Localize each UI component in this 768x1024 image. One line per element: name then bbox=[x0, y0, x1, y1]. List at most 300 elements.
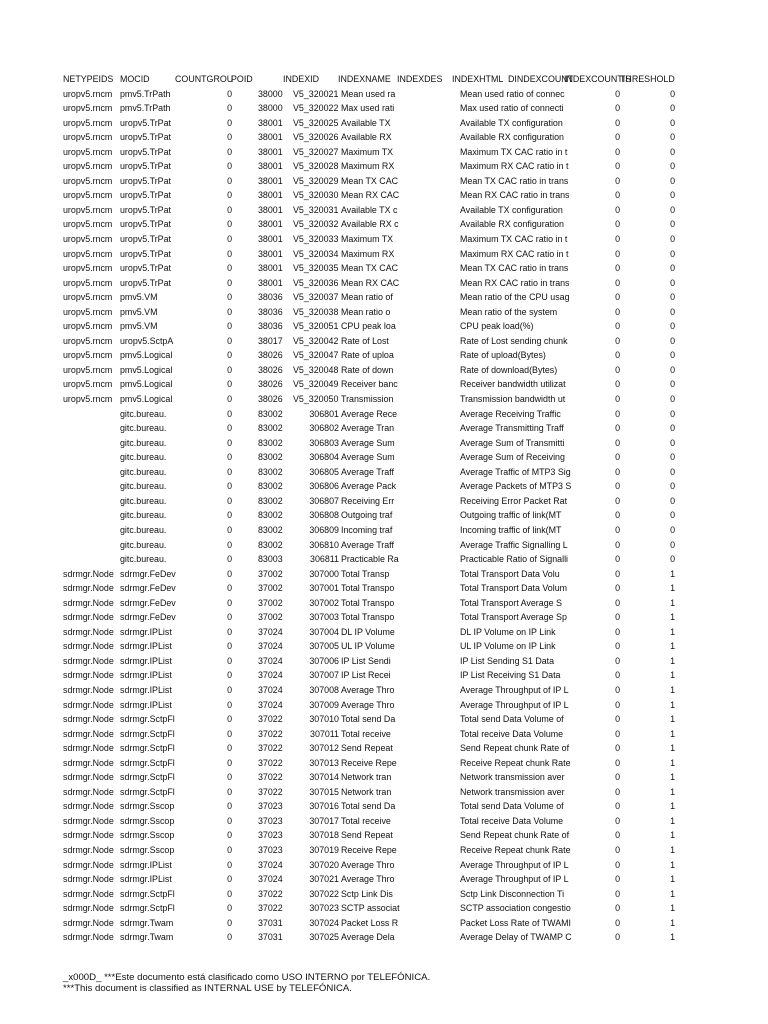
table-cell: 37002 bbox=[258, 597, 283, 608]
table-cell: Average Tran bbox=[341, 423, 395, 434]
table-cell: Sctp Link Dis bbox=[341, 888, 393, 899]
table-cell: uropv5.TrPat bbox=[120, 146, 171, 157]
table-cell: 0 bbox=[615, 437, 620, 448]
footer-line-english: ***This document is classified as INTERNAL USE by TELEFÓNICA. bbox=[63, 983, 352, 994]
table-cell: UL IP Volume bbox=[341, 641, 395, 652]
table-cell: uropv5.rncm bbox=[63, 306, 113, 317]
table-cell: Mean RX CAC bbox=[341, 190, 400, 201]
table-cell: IP List Receiving S1 Data bbox=[460, 670, 561, 681]
table-cell: 0 bbox=[227, 699, 232, 710]
table-cell: Total Transport Data Volu bbox=[460, 568, 560, 579]
table-cell: Total Transpo bbox=[341, 583, 395, 594]
table-cell: 0 bbox=[227, 103, 232, 114]
table-cell: 37022 bbox=[258, 903, 283, 914]
table-cell: 0 bbox=[615, 452, 620, 463]
table-cell: 1 bbox=[670, 655, 675, 666]
table-cell: Mean ratio o bbox=[341, 306, 391, 317]
table-cell: sdrmgr.Node bbox=[63, 626, 114, 637]
table-cell: 0 bbox=[227, 161, 232, 172]
table-cell: 0 bbox=[227, 903, 232, 914]
table-cell: 306810 bbox=[309, 539, 339, 550]
table-cell: 38036 bbox=[258, 306, 283, 317]
table-cell: Network transmission aver bbox=[460, 772, 565, 783]
table-cell: 307002 bbox=[309, 597, 339, 608]
table-cell: 38001 bbox=[258, 219, 283, 230]
table-cell: 37022 bbox=[258, 786, 283, 797]
table-cell: UL IP Volume on IP Link bbox=[460, 641, 556, 652]
table-cell: Outgoing traffic of link(MT bbox=[460, 510, 562, 521]
table-cell: gitc.bureau. bbox=[120, 423, 167, 434]
table-cell: Average Thro bbox=[341, 874, 395, 885]
table-cell: gitc.bureau. bbox=[120, 466, 167, 477]
table-cell: 0 bbox=[227, 190, 232, 201]
table-cell: 0 bbox=[227, 888, 232, 899]
table-cell: 307006 bbox=[309, 655, 339, 666]
table-cell: Available RX configuration bbox=[460, 132, 564, 143]
table-row bbox=[63, 596, 763, 611]
table-cell: 0 bbox=[615, 132, 620, 143]
table-cell: uropv5.rncm bbox=[63, 292, 113, 303]
table-cell: 38001 bbox=[258, 190, 283, 201]
table-row bbox=[63, 930, 763, 945]
table-cell: 0 bbox=[227, 830, 232, 841]
table-cell: 307014 bbox=[309, 772, 339, 783]
table-cell: 0 bbox=[670, 437, 675, 448]
table-cell: sdrmgr.FeDev bbox=[120, 597, 176, 608]
table-cell: 38036 bbox=[258, 292, 283, 303]
header-indexdes: INDEXDES bbox=[397, 74, 443, 84]
table-cell: 0 bbox=[670, 524, 675, 535]
table-cell: 0 bbox=[670, 364, 675, 375]
table-cell: Total Transport Average S bbox=[460, 597, 562, 608]
table-cell: 0 bbox=[227, 277, 232, 288]
table-cell: Rate of download(Bytes) bbox=[460, 364, 558, 375]
table-cell: Average Traff bbox=[341, 539, 394, 550]
header-poid: POID bbox=[231, 74, 253, 84]
table-cell: 0 bbox=[615, 830, 620, 841]
table-cell: 0 bbox=[227, 117, 232, 128]
table-cell: Available TX configuration bbox=[460, 117, 563, 128]
table-cell: IP List Recei bbox=[341, 670, 391, 681]
table-cell: Total send Data Volume of bbox=[460, 801, 564, 812]
table-cell: 0 bbox=[227, 408, 232, 419]
table-cell: uropv5.rncm bbox=[63, 248, 113, 259]
table-cell: uropv5.rncm bbox=[63, 146, 113, 157]
table-cell: 0 bbox=[615, 597, 620, 608]
table-row bbox=[63, 712, 763, 727]
table-cell: V5_320029 bbox=[293, 175, 339, 186]
table-cell: 0 bbox=[670, 88, 675, 99]
table-cell: 0 bbox=[227, 655, 232, 666]
table-cell: 0 bbox=[615, 743, 620, 754]
table-cell: sdrmgr.FeDev bbox=[120, 612, 176, 623]
table-cell: 307012 bbox=[309, 743, 339, 754]
table-row bbox=[63, 683, 763, 698]
table-cell: sdrmgr.SctpFl bbox=[120, 757, 175, 768]
table-cell: 37023 bbox=[258, 801, 283, 812]
table-cell: sdrmgr.Twam bbox=[120, 932, 174, 943]
table-cell: 1 bbox=[670, 568, 675, 579]
table-cell: 0 bbox=[227, 466, 232, 477]
table-row bbox=[63, 159, 763, 174]
table-cell: 0 bbox=[227, 394, 232, 405]
table-cell: 0 bbox=[227, 801, 232, 812]
table-cell: Send Repeat chunk Rate of bbox=[460, 830, 570, 841]
table-row bbox=[63, 727, 763, 742]
table-cell: 0 bbox=[615, 248, 620, 259]
table-cell: 307023 bbox=[309, 903, 339, 914]
table-cell: Maximum RX CAC ratio in t bbox=[460, 248, 569, 259]
table-cell: sdrmgr.Node bbox=[63, 655, 114, 666]
table-cell: sdrmgr.FeDev bbox=[120, 568, 176, 579]
table-cell: Total receive Data Volume bbox=[460, 728, 564, 739]
table-cell: 37023 bbox=[258, 844, 283, 855]
spreadsheet bbox=[63, 72, 763, 945]
table-cell: Total send Data Volume of bbox=[460, 714, 564, 725]
table-cell: 307001 bbox=[309, 583, 339, 594]
table-cell: Available TX bbox=[341, 117, 391, 128]
table-cell: 1 bbox=[670, 583, 675, 594]
table-cell: 0 bbox=[615, 568, 620, 579]
table-cell: 1 bbox=[670, 917, 675, 928]
table-row bbox=[63, 785, 763, 800]
table-cell: 0 bbox=[227, 714, 232, 725]
table-cell: DL IP Volume on IP Link bbox=[460, 626, 556, 637]
table-cell: Average Traff bbox=[341, 466, 394, 477]
table-cell: CPU peak load(%) bbox=[460, 321, 534, 332]
table-cell: 0 bbox=[227, 684, 232, 695]
table-cell: sdrmgr.IPList bbox=[120, 670, 172, 681]
table-cell: 0 bbox=[670, 219, 675, 230]
table-cell: 307016 bbox=[309, 801, 339, 812]
table-cell: 38001 bbox=[258, 277, 283, 288]
table-row bbox=[63, 101, 763, 116]
table-cell: 0 bbox=[670, 161, 675, 172]
table-cell: uropv5.rncm bbox=[63, 379, 113, 390]
table-cell: 0 bbox=[670, 146, 675, 157]
table-cell: 38001 bbox=[258, 204, 283, 215]
table-cell: 37024 bbox=[258, 655, 283, 666]
table-cell: 0 bbox=[615, 510, 620, 521]
table-cell: 38026 bbox=[258, 350, 283, 361]
table-cell: Total Transpo bbox=[341, 612, 395, 623]
header-threshold: THRESHOLD bbox=[620, 74, 675, 84]
table-cell: Average Sum bbox=[341, 452, 395, 463]
table-cell: Receiver bandwidth utilizat bbox=[460, 379, 566, 390]
table-cell: Maximum TX bbox=[341, 234, 394, 245]
table-cell: 0 bbox=[615, 932, 620, 943]
table-cell: 306806 bbox=[309, 481, 339, 492]
table-cell: V5_320033 bbox=[293, 234, 339, 245]
table-cell: 0 bbox=[227, 510, 232, 521]
header-mocid: MOCID bbox=[120, 74, 150, 84]
table-cell: Network tran bbox=[341, 772, 392, 783]
table-cell: 1 bbox=[670, 728, 675, 739]
table-cell: sdrmgr.IPList bbox=[120, 684, 172, 695]
table-cell: 1 bbox=[670, 641, 675, 652]
table-cell: 0 bbox=[227, 452, 232, 463]
table-cell: 0 bbox=[615, 103, 620, 114]
table-cell: 0 bbox=[670, 466, 675, 477]
table-cell: uropv5.TrPat bbox=[120, 277, 171, 288]
table-cell: pmv5.Logical bbox=[120, 364, 173, 375]
table-cell: sdrmgr.Node bbox=[63, 714, 114, 725]
table-cell: SCTP association congestio bbox=[460, 903, 571, 914]
table-cell: sdrmgr.Node bbox=[63, 874, 114, 885]
table-cell: sdrmgr.Node bbox=[63, 568, 114, 579]
table-cell: Mean ratio of bbox=[341, 292, 393, 303]
table-cell: uropv5.rncm bbox=[63, 117, 113, 128]
table-cell: 83002 bbox=[258, 524, 283, 535]
table-cell: 0 bbox=[615, 466, 620, 477]
table-cell: sdrmgr.Node bbox=[63, 859, 114, 870]
table-cell: 1 bbox=[670, 801, 675, 812]
table-cell: sdrmgr.Node bbox=[63, 597, 114, 608]
table-cell: sdrmgr.Sscop bbox=[120, 844, 175, 855]
table-cell: Max used ratio of connecti bbox=[460, 103, 564, 114]
table-cell: 0 bbox=[670, 248, 675, 259]
table-cell: 1 bbox=[670, 699, 675, 710]
table-cell: 0 bbox=[615, 772, 620, 783]
table-cell: sdrmgr.SctpFl bbox=[120, 714, 175, 725]
table-cell: 0 bbox=[615, 714, 620, 725]
table-cell: Total send Da bbox=[341, 714, 396, 725]
table-cell: 38026 bbox=[258, 394, 283, 405]
table-cell: gitc.bureau. bbox=[120, 539, 167, 550]
table-cell: Practicable Ra bbox=[341, 554, 399, 565]
table-cell: V5_320021 bbox=[293, 88, 339, 99]
table-row bbox=[63, 465, 763, 480]
table-cell: 38036 bbox=[258, 321, 283, 332]
table-cell: 38001 bbox=[258, 146, 283, 157]
table-cell: 0 bbox=[227, 641, 232, 652]
table-cell: 0 bbox=[615, 728, 620, 739]
table-cell: V5_320030 bbox=[293, 190, 339, 201]
table-cell: 0 bbox=[227, 263, 232, 274]
table-cell: 0 bbox=[615, 655, 620, 666]
table-cell: sdrmgr.Sscop bbox=[120, 801, 175, 812]
table-cell: Mean RX CAC bbox=[341, 277, 400, 288]
table-row bbox=[63, 843, 763, 858]
table-cell: gitc.bureau. bbox=[120, 437, 167, 448]
table-cell: Average Throughput of IP L bbox=[460, 699, 569, 710]
table-cell: 0 bbox=[670, 234, 675, 245]
table-cell: sdrmgr.IPList bbox=[120, 626, 172, 637]
table-cell: 0 bbox=[670, 510, 675, 521]
table-cell: 83003 bbox=[258, 554, 283, 565]
table-cell: Rate of Lost bbox=[341, 335, 389, 346]
table-row bbox=[63, 363, 763, 378]
table-cell: 0 bbox=[670, 117, 675, 128]
table-cell: V5_320031 bbox=[293, 204, 339, 215]
table-cell: 0 bbox=[670, 554, 675, 565]
table-cell: sdrmgr.SctpFl bbox=[120, 772, 175, 783]
table-cell: 307022 bbox=[309, 888, 339, 899]
header-indexcountis: INDEXCOUNTIS bbox=[564, 74, 632, 84]
table-cell: 0 bbox=[615, 190, 620, 201]
table-cell: Total Transp bbox=[341, 568, 390, 579]
table-cell: V5_320047 bbox=[293, 350, 339, 361]
table-row bbox=[63, 479, 763, 494]
table-cell: uropv5.rncm bbox=[63, 364, 113, 375]
table-row bbox=[63, 130, 763, 145]
table-cell: uropv5.TrPat bbox=[120, 204, 171, 215]
table-cell: pmv5.VM bbox=[120, 306, 158, 317]
table-cell: Send Repeat bbox=[341, 830, 393, 841]
table-cell: sdrmgr.Node bbox=[63, 641, 114, 652]
table-cell: 0 bbox=[227, 321, 232, 332]
table-cell: V5_320032 bbox=[293, 219, 339, 230]
table-cell: 0 bbox=[227, 786, 232, 797]
table-cell: uropv5.rncm bbox=[63, 350, 113, 361]
table-cell: 37022 bbox=[258, 728, 283, 739]
table-cell: 307003 bbox=[309, 612, 339, 623]
table-cell: pmv5.VM bbox=[120, 292, 158, 303]
table-cell: 38017 bbox=[258, 335, 283, 346]
table-cell: 1 bbox=[670, 714, 675, 725]
table-cell: 0 bbox=[227, 481, 232, 492]
table-row bbox=[63, 828, 763, 843]
table-cell: 0 bbox=[227, 175, 232, 186]
table-cell: Average Throughput of IP L bbox=[460, 874, 569, 885]
table-cell: 307004 bbox=[309, 626, 339, 637]
table-cell: pmv5.Logical bbox=[120, 350, 173, 361]
table-cell: 0 bbox=[227, 423, 232, 434]
table-row bbox=[63, 305, 763, 320]
table-cell: uropv5.TrPat bbox=[120, 190, 171, 201]
table-cell: sdrmgr.FeDev bbox=[120, 583, 176, 594]
table-cell: V5_320050 bbox=[293, 394, 339, 405]
table-cell: 0 bbox=[227, 495, 232, 506]
table-cell: pmv5.Logical bbox=[120, 394, 173, 405]
table-cell: uropv5.TrPat bbox=[120, 117, 171, 128]
table-cell: 37002 bbox=[258, 612, 283, 623]
table-row bbox=[63, 247, 763, 262]
table-cell: 0 bbox=[227, 248, 232, 259]
table-row bbox=[63, 261, 763, 276]
table-cell: sdrmgr.SctpFl bbox=[120, 903, 175, 914]
table-row bbox=[63, 203, 763, 218]
table-row bbox=[63, 377, 763, 392]
table-cell: 0 bbox=[670, 495, 675, 506]
table-row bbox=[63, 450, 763, 465]
table-cell: sdrmgr.Node bbox=[63, 583, 114, 594]
table-row bbox=[63, 348, 763, 363]
table-cell: uropv5.rncm bbox=[63, 161, 113, 172]
table-cell: 38000 bbox=[258, 103, 283, 114]
table-cell: uropv5.rncm bbox=[63, 204, 113, 215]
table-row bbox=[63, 334, 763, 349]
table-row bbox=[63, 887, 763, 902]
table-cell: gitc.bureau. bbox=[120, 452, 167, 463]
table-cell: 83002 bbox=[258, 495, 283, 506]
table-cell: 306803 bbox=[309, 437, 339, 448]
table-cell: 37022 bbox=[258, 757, 283, 768]
table-cell: 0 bbox=[615, 277, 620, 288]
table-cell: 0 bbox=[615, 481, 620, 492]
table-cell: Send Repeat bbox=[341, 743, 393, 754]
table-cell: uropv5.TrPat bbox=[120, 175, 171, 186]
table-cell: 0 bbox=[615, 903, 620, 914]
table-cell: Max used rati bbox=[341, 103, 395, 114]
table-cell: 0 bbox=[670, 263, 675, 274]
table-cell: 83002 bbox=[258, 510, 283, 521]
table-cell: sdrmgr.SctpFl bbox=[120, 888, 175, 899]
table-cell: 0 bbox=[227, 219, 232, 230]
table-cell: 0 bbox=[227, 597, 232, 608]
table-row bbox=[63, 87, 763, 102]
table-cell: sdrmgr.Node bbox=[63, 786, 114, 797]
table-cell: 306801 bbox=[309, 408, 339, 419]
table-cell: Average Transmitting Traff bbox=[460, 423, 564, 434]
table-cell: 1 bbox=[670, 743, 675, 754]
table-cell: V5_320049 bbox=[293, 379, 339, 390]
table-cell: Packet Loss R bbox=[341, 917, 399, 928]
table-cell: Mean ratio of the CPU usag bbox=[460, 292, 570, 303]
table-cell: 0 bbox=[227, 568, 232, 579]
table-cell: Average Delay of TWAMP C bbox=[460, 932, 572, 943]
table-cell: sdrmgr.Node bbox=[63, 903, 114, 914]
table-row bbox=[63, 232, 763, 247]
table-cell: V5_320026 bbox=[293, 132, 339, 143]
table-cell: 0 bbox=[670, 103, 675, 114]
table-cell: Rate of upload(Bytes) bbox=[460, 350, 546, 361]
table-cell: 0 bbox=[670, 423, 675, 434]
table-cell: 83002 bbox=[258, 466, 283, 477]
table-row bbox=[63, 581, 763, 596]
table-cell: Average Rece bbox=[341, 408, 398, 419]
table-cell: 0 bbox=[227, 554, 232, 565]
table-cell: 307017 bbox=[309, 815, 339, 826]
table-cell: V5_320028 bbox=[293, 161, 339, 172]
table-cell: 0 bbox=[227, 743, 232, 754]
table-cell: 0 bbox=[227, 335, 232, 346]
table-cell: Incoming traf bbox=[341, 524, 393, 535]
table-cell: 0 bbox=[615, 539, 620, 550]
table-cell: Total receive bbox=[341, 728, 391, 739]
header-netypeids: NETYPEIDS bbox=[63, 74, 114, 84]
table-cell: 37002 bbox=[258, 568, 283, 579]
table-cell: Receiving Error Packet Rat bbox=[460, 495, 568, 506]
table-cell: Average Sum of Receiving bbox=[460, 452, 565, 463]
table-cell: 0 bbox=[670, 394, 675, 405]
table-cell: 0 bbox=[615, 161, 620, 172]
table-cell: 1 bbox=[670, 844, 675, 855]
table-cell: Incoming traffic of link(MT bbox=[460, 524, 562, 535]
table-cell: 306805 bbox=[309, 466, 339, 477]
table-cell: V5_320037 bbox=[293, 292, 339, 303]
table-cell: 37031 bbox=[258, 917, 283, 928]
table-cell: 0 bbox=[670, 292, 675, 303]
table-row bbox=[63, 145, 763, 160]
table-cell: uropv5.rncm bbox=[63, 103, 113, 114]
table-cell: Average Throughput of IP L bbox=[460, 859, 569, 870]
table-cell: 37023 bbox=[258, 815, 283, 826]
table-cell: 0 bbox=[615, 554, 620, 565]
table-cell: Maximum RX bbox=[341, 248, 395, 259]
header-indexname: INDEXNAME bbox=[338, 74, 391, 84]
table-cell: 0 bbox=[670, 175, 675, 186]
table-cell: 0 bbox=[670, 132, 675, 143]
table-cell: V5_320042 bbox=[293, 335, 339, 346]
table-cell: sdrmgr.Sscop bbox=[120, 830, 175, 841]
table-cell: V5_320048 bbox=[293, 364, 339, 375]
table-cell: gitc.bureau. bbox=[120, 524, 167, 535]
table-cell: sdrmgr.IPList bbox=[120, 641, 172, 652]
table-cell: Mean RX CAC ratio in trans bbox=[460, 277, 570, 288]
table-cell: 0 bbox=[615, 888, 620, 899]
table-cell: V5_320034 bbox=[293, 248, 339, 259]
